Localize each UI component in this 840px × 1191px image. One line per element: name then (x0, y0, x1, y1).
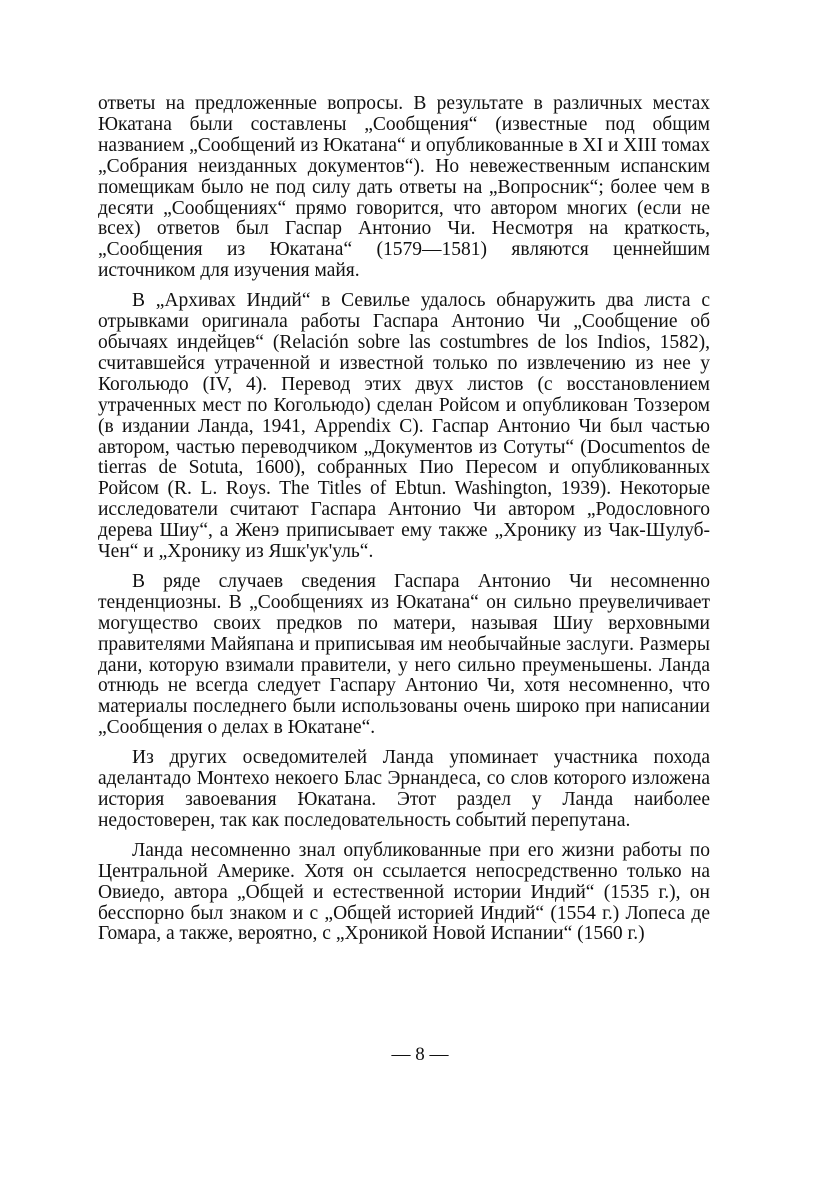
paragraph-1: ответы на предложенные вопросы. В результате в различных местах Юкатана были составлены „Сообщения“ (известные под общим названием „Сообщений из Юкатана“ и опубликованные в XI и XIII томах „Собрания неизданных документов“). Но невежественным испанским помещикам было не под силу дать ответы на „Вопросник“; более чем в десяти „Сообщениях“ прямо говорится, что автором многих (если не всех) ответов был Гаспар Антонио Чи. Несмотря на краткость, „Сообщения из Юкатана“ (1579—1581) являются ценнейшим источником для изучения майя. (98, 93, 710, 282)
document-body (98, 94, 710, 954)
paragraph-2: В „Архивах Индий“ в Севилье удалось обнаружить два листа с отрывками оригинала работы Гаспара Антонио Чи „Сообщение об обычаях индейцев“ (Relación sobre las costumbres de los Indios, 1582), считавшейся утраченной и известной только по извлечению из нее у Когольюдо (IV, 4). Перевод этих двух листов (с восстановлением утраченных мест по Когольюдо) сделан Ройсом и опубликован Тоззером (в издании Ланда, 1941, Appendix C). Гаспар Антонио Чи был частью автором, частью переводчиком „Документов из Сотуты“ (Documentos de tierras de Sotuta, 1600), собранных Пио Пересом и опубликованных Ройсом (R. L. Roys. The Titles of Ebtun. Washington, 1939). Некоторые исследователи считают Гаспара Антонио Чи автором „Родословного дерева Шиу“, а Женэ приписывает ему также „Хронику из Чак-Шулуб-Чен“ и „Хронику из Яшк'ук'уль“. (98, 290, 710, 563)
page-number: — 8 — (391, 1044, 449, 1065)
paragraph-5: Ланда несомненно знал опубликованные при его жизни работы по Центральной Америке. Хотя он ссылается непосредственно только на Овиедо, автора „Общей и естественной истории Индий“ (1535 г.), он бесспорно был знаком и с „Общей историей Индий“ (1554 г.) Лопеса де Гомара, а также, вероятно, с „Хроникой Новой Испании“ (1560 г.) (98, 839, 710, 945)
paragraph-3: В ряде случаев сведения Гаспара Антонио Чи несомненно тенденциозны. В „Сообщениях из Юкатана“ он сильно преувеличивает могущество своих предков по матери, называя Шиу верховными правителями Майяпана и приписывая им необычайные заслуги. Размеры дани, которую взимали правители, у него сильно преуменьшены. Ланда отнюдь не всегда следует Гаспару Антонио Чи, хотя несомненно, что материалы последнего были использованы очень широко при написании „Сообщения о делах в Юкатане“. (98, 570, 710, 739)
paragraph-4: Из других осведомителей Ланда упоминает участника похода аделантадо Монтехо некоего Блас Эрнандеса, со слов которого изложена история завоевания Юкатана. Этот раздел у Ланда наиболее недостоверен, так как последовательность событий перепутана. (98, 747, 710, 831)
